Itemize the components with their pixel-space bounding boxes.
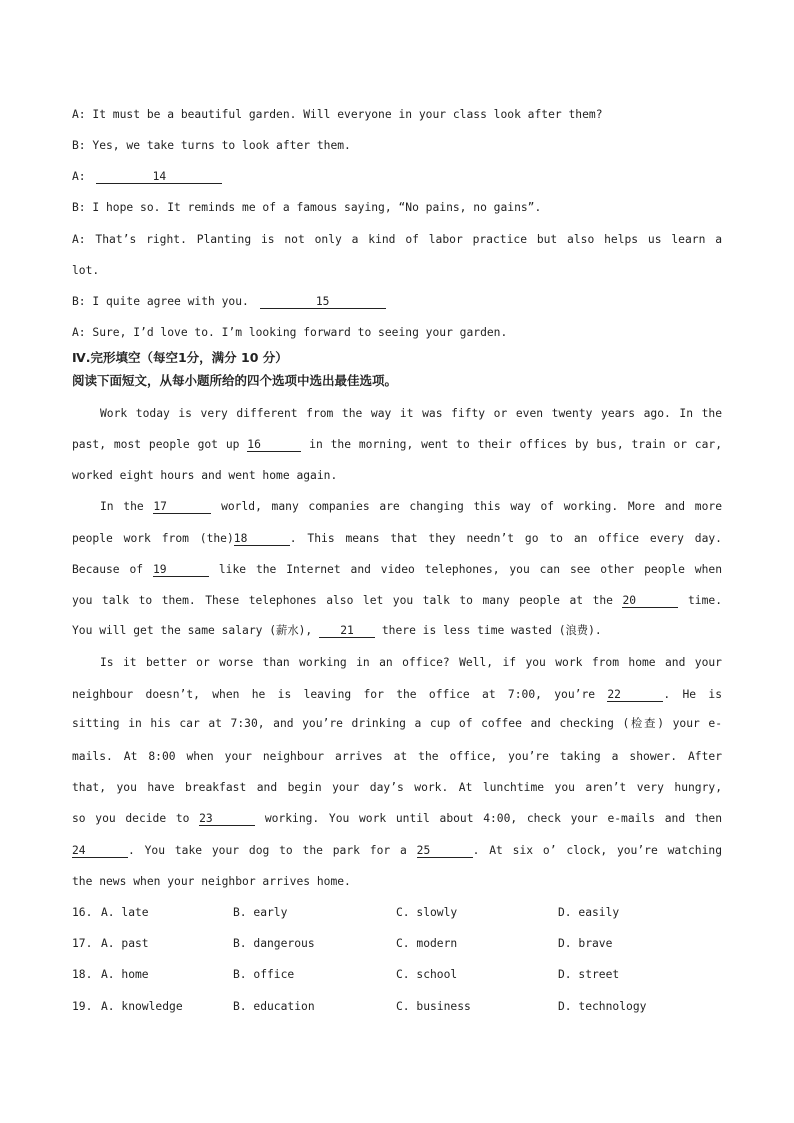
option-a[interactable]: A. home — [101, 968, 149, 981]
passage-text: there is less time wasted (浪费). — [381, 624, 602, 637]
option-c[interactable]: C. slowly — [396, 906, 458, 919]
question-number: 16. — [72, 906, 93, 919]
passage-text: You will get the same salary (薪水), — [72, 624, 313, 637]
passage-text: neighbour doesn’t, when he is leaving for the office at 7:00, you’re — [72, 688, 596, 701]
option-b[interactable]: B. office — [233, 968, 295, 981]
passage-text: time. — [687, 594, 722, 607]
option-b[interactable]: B. education — [233, 1000, 315, 1013]
dialogue-line: B: Yes, we take turns to look after them. — [72, 139, 351, 152]
passage-line: mails. At 8:00 when your neighbour arrives at the office, you’re taking a shower. After — [72, 750, 722, 763]
option-a[interactable]: A. past — [101, 937, 149, 950]
passage-line: sitting in his car at 7:30, and you’re drinking a cup of coffee and checking (检查) your e- — [72, 717, 722, 730]
passage-line — [72, 844, 722, 858]
option-c[interactable]: C. business — [396, 1000, 471, 1013]
passage-text: like the Internet and video telephones, you can see other people when — [218, 563, 722, 576]
option-b[interactable]: B. early — [233, 906, 288, 919]
answer-blank-15[interactable]: 15 — [260, 296, 386, 309]
dialogue-line: B: I hope so. It reminds me of a famous saying, “No pains, no gains”. — [72, 201, 542, 214]
passage-text: so you decide to — [72, 812, 190, 825]
question-number: 19. — [72, 1000, 93, 1013]
dialogue-line: A: That’s right. Planting is not only a kind of labor practice but also helps us learn a — [72, 233, 722, 246]
passage-text: working. You work until about 4:00, check your e-mails and then — [264, 812, 723, 825]
option-d[interactable]: D. easily — [558, 906, 620, 919]
passage-line: worked eight hours and went home again. — [72, 469, 338, 482]
passage-line — [72, 563, 722, 577]
passage-text: past, most people got up — [72, 438, 240, 451]
passage-line: Is it better or worse than working in an office? Well, if you work from home and your — [100, 656, 722, 669]
answer-blank-24[interactable]: 24 — [72, 845, 128, 858]
answer-blank-19[interactable]: 19 — [153, 564, 209, 577]
section-instruction: 阅读下面短文，从每小题所给的四个选项中选出最佳选项。 — [72, 373, 398, 388]
answer-blank-20[interactable]: 20 — [622, 595, 678, 608]
passage-text: . This means that they needn’t go to an office every day. — [289, 532, 722, 545]
answer-blank-23[interactable]: 23 — [199, 813, 255, 826]
passage-line: Work today is very different from the way it was fifty or even twenty years ago. In the — [100, 407, 722, 420]
passage-line — [72, 594, 722, 608]
passage-line: that, you have breakfast and begin your day’s work. At lunchtime you aren’t very hungry, — [72, 781, 722, 794]
answer-blank-21[interactable]: 21 — [319, 625, 375, 638]
passage-line — [72, 500, 722, 514]
passage-text: people work from (the) — [72, 532, 234, 545]
passage-line — [72, 812, 722, 826]
dialogue-line: A: Sure, I’d love to. I’m looking forward to seeing your garden. — [72, 326, 508, 339]
passage-text: Because of — [72, 563, 144, 576]
dialogue-line: A: It must be a beautiful garden. Will everyone in your class look after them? — [72, 108, 603, 121]
answer-blank-14[interactable]: 14 — [96, 171, 222, 184]
passage-text: . He is — [663, 688, 722, 701]
option-d[interactable]: D. brave — [558, 937, 613, 950]
passage-text: you talk to them. These telephones also let you talk to many people at the — [72, 594, 613, 607]
passage-line: the news when your neighbor arrives home. — [72, 875, 351, 888]
option-d[interactable]: D. street — [558, 968, 620, 981]
option-d[interactable]: D. technology — [558, 1000, 647, 1013]
option-b[interactable]: B. dangerous — [233, 937, 315, 950]
answer-blank-25[interactable]: 25 — [417, 845, 473, 858]
option-a[interactable]: A. late — [101, 906, 149, 919]
passage-text: In the — [100, 500, 144, 513]
option-c[interactable]: C. school — [396, 968, 458, 981]
answer-blank-18[interactable]: 18 — [234, 533, 290, 546]
answer-blank-17[interactable]: 17 — [153, 501, 211, 514]
section-title: Ⅳ.完形填空（每空1分，满分 10 分） — [72, 350, 288, 365]
answer-blank-22[interactable]: 22 — [607, 689, 663, 702]
passage-text: . At six o’ clock, you’re watching — [472, 844, 722, 857]
passage-text: . You take your dog to the park for a — [128, 844, 407, 857]
passage-line — [72, 532, 722, 546]
option-c[interactable]: C. modern — [396, 937, 458, 950]
passage-text: world, many companies are changing this way of working. More and more — [221, 500, 722, 513]
dialogue-line — [72, 170, 722, 184]
passage-line — [72, 624, 722, 638]
passage-text: in the morning, went to their offices by bus, train or car, — [309, 438, 722, 451]
speaker-label: A: — [72, 170, 86, 183]
question-number: 17. — [72, 937, 93, 950]
dialogue-line: lot. — [72, 264, 100, 277]
passage-line — [72, 688, 722, 702]
option-a[interactable]: A. knowledge — [101, 1000, 183, 1013]
passage-line — [72, 438, 722, 452]
question-number: 18. — [72, 968, 93, 981]
answer-blank-16[interactable]: 16 — [247, 439, 301, 452]
dialogue-line — [72, 295, 722, 309]
dialogue-text: B: I quite agree with you. — [72, 295, 249, 308]
